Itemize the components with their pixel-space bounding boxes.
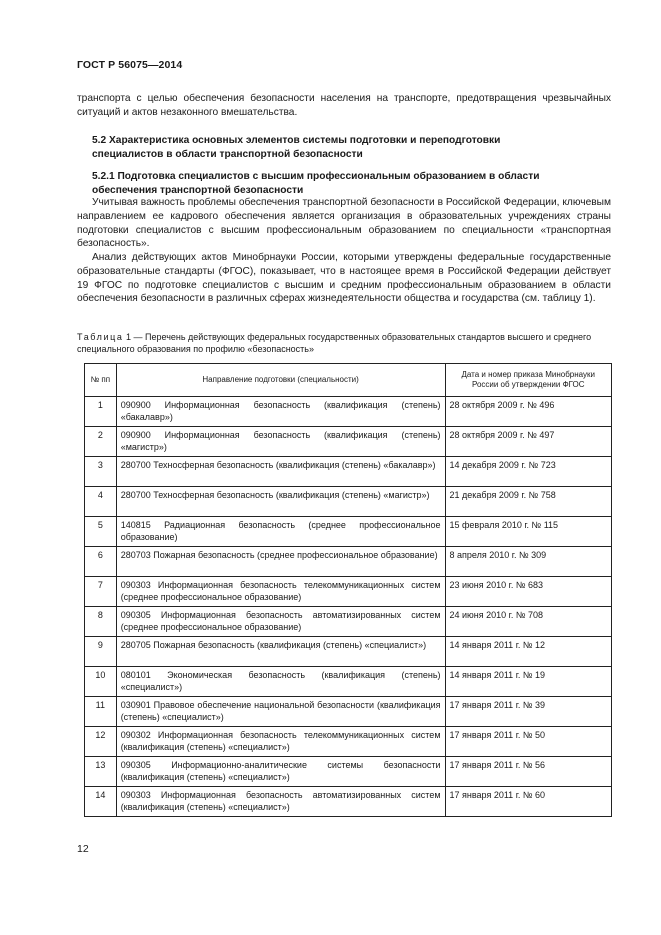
header-num: № пп [85, 364, 117, 397]
row-order: 14 января 2011 г. № 12 [445, 637, 611, 667]
section-5-2-title [92, 134, 612, 162]
table-row [85, 607, 612, 637]
row-order: 23 июня 2010 г. № 683 [445, 577, 611, 607]
table-row [85, 427, 612, 457]
row-direction: 090900 Информационная безопасность (квалификация (степень) «бакалавр») [116, 397, 445, 427]
row-order: 24 июня 2010 г. № 708 [445, 607, 611, 637]
row-direction: 090305 Информационно-аналитические системы безопасности (квалификация (степень) «специалист») [116, 757, 445, 787]
table-caption [77, 331, 617, 355]
table-row [85, 397, 612, 427]
row-order: 17 января 2011 г. № 56 [445, 757, 611, 787]
table-row [85, 757, 612, 787]
row-number: 13 [85, 757, 117, 787]
row-number: 11 [85, 697, 117, 727]
row-direction: 140815 Радиационная безопасность (среднее профессиональное образование) [116, 517, 445, 547]
row-direction: 090302 Информационная безопасность телекоммуникационных систем (квалификация (степень) «специалист») [116, 727, 445, 757]
intro-paragraph: транспорта с целью обеспечения безопасности населения на транспорте, предотвращения чрезвычайных ситуаций и актов незаконного вмешательства. [77, 93, 611, 118]
row-order: 17 января 2011 г. № 50 [445, 727, 611, 757]
table-row [85, 697, 612, 727]
table-row [85, 487, 612, 517]
table-row [85, 667, 612, 697]
table-row [85, 517, 612, 547]
table-row [85, 457, 612, 487]
row-direction: 090900 Информационная безопасность (квалификация (степень) «магистр») [116, 427, 445, 457]
row-order: 28 октября 2009 г. № 497 [445, 427, 611, 457]
document-header: ГОСТ Р 56075—2014 [77, 59, 183, 71]
table-caption-label: Таблица [77, 332, 124, 342]
section-5-2-title-line2: специалистов в области транспортной безопасности [92, 148, 363, 160]
section-5-2-1-title-line2: обеспечения транспортной безопасности [92, 184, 304, 196]
row-number: 9 [85, 637, 117, 667]
row-order: 14 января 2011 г. № 19 [445, 667, 611, 697]
row-direction: 030901 Правовое обеспечение национальной безопасности (квалификация (степень) «специалист») [116, 697, 445, 727]
table-row [85, 727, 612, 757]
section-5-2-title-line1: 5.2 Характеристика основных элементов системы подготовки и переподготовки [92, 135, 501, 146]
row-order: 14 декабря 2009 г. № 723 [445, 457, 611, 487]
row-direction: 280700 Техносферная безопасность (квалификация (степень) «бакалавр») [116, 457, 445, 487]
row-number: 6 [85, 547, 117, 577]
row-order: 17 января 2011 г. № 60 [445, 787, 611, 817]
row-number: 4 [85, 487, 117, 517]
header-direction: Направление подготовки (специальности) [116, 364, 445, 397]
row-number: 10 [85, 667, 117, 697]
section-5-2-1-title [92, 170, 612, 198]
row-order: 8 апреля 2010 г. № 309 [445, 547, 611, 577]
header-order: Дата и номер приказа Минобрнауки России об утверждении ФГОС [445, 364, 611, 397]
row-number: 2 [85, 427, 117, 457]
row-number: 14 [85, 787, 117, 817]
row-direction: 090303 Информационная безопасность автоматизированных систем (квалификация (степень) «специалист») [116, 787, 445, 817]
row-direction: 280705 Пожарная безопасность (квалификация (степень) «специалист») [116, 637, 445, 667]
paragraph-importance: Учитывая важность проблемы обеспечения транспортной безопасности в Российской Федерации, ключевым направлением ее кадрового обеспечения является организация в образовательных учреждениях страны подготовки специалистов с высшим профессиональным образованием по специальности «транспортная безопасность». [77, 197, 611, 250]
table-header-row [85, 364, 612, 397]
row-order: 21 декабря 2009 г. № 758 [445, 487, 611, 517]
fgos-table [84, 363, 612, 817]
table-body [85, 397, 612, 817]
section-5-2-1-title-line1: 5.2.1 Подготовка специалистов с высшим профессиональным образованием в области [92, 171, 540, 182]
row-direction: 090305 Информационная безопасность автоматизированных систем (среднее профессиональное образование) [116, 607, 445, 637]
row-order: 28 октября 2009 г. № 496 [445, 397, 611, 427]
table-row [85, 577, 612, 607]
row-number: 8 [85, 607, 117, 637]
table-row [85, 547, 612, 577]
table-row [85, 637, 612, 667]
page-number: 12 [77, 843, 89, 855]
row-number: 5 [85, 517, 117, 547]
row-direction: 090303 Информационная безопасность телекоммуникационных систем (среднее профессиональное образование) [116, 577, 445, 607]
row-direction: 280703 Пожарная безопасность (среднее профессиональное образование) [116, 547, 445, 577]
row-direction: 080101 Экономическая безопасность (квалификация (степень) «специалист») [116, 667, 445, 697]
row-number: 12 [85, 727, 117, 757]
row-number: 1 [85, 397, 117, 427]
paragraph-analysis: Анализ действующих актов Минобрнауки России, которыми утверждены федеральные государственные образовательные стандарты (ФГОС), показывает, что в настоящее время в Российской Федерации действует 19 ФГОС по подготовке специалистов с высшим и средним профессиональным образованием в области обеспечения безопасности в различных сферах жизнедеятельности общества и государства (см. таблицу 1). [77, 252, 611, 305]
row-number: 7 [85, 577, 117, 607]
row-order: 17 января 2011 г. № 39 [445, 697, 611, 727]
table-row [85, 787, 612, 817]
row-order: 15 февраля 2010 г. № 115 [445, 517, 611, 547]
row-number: 3 [85, 457, 117, 487]
row-direction: 280700 Техносферная безопасность (квалификация (степень) «магистр») [116, 487, 445, 517]
table-caption-text: 1 — Перечень действующих федеральных государственных образовательных стандартов высшего и среднего специального образования по профилю «безопасность» [77, 332, 592, 354]
